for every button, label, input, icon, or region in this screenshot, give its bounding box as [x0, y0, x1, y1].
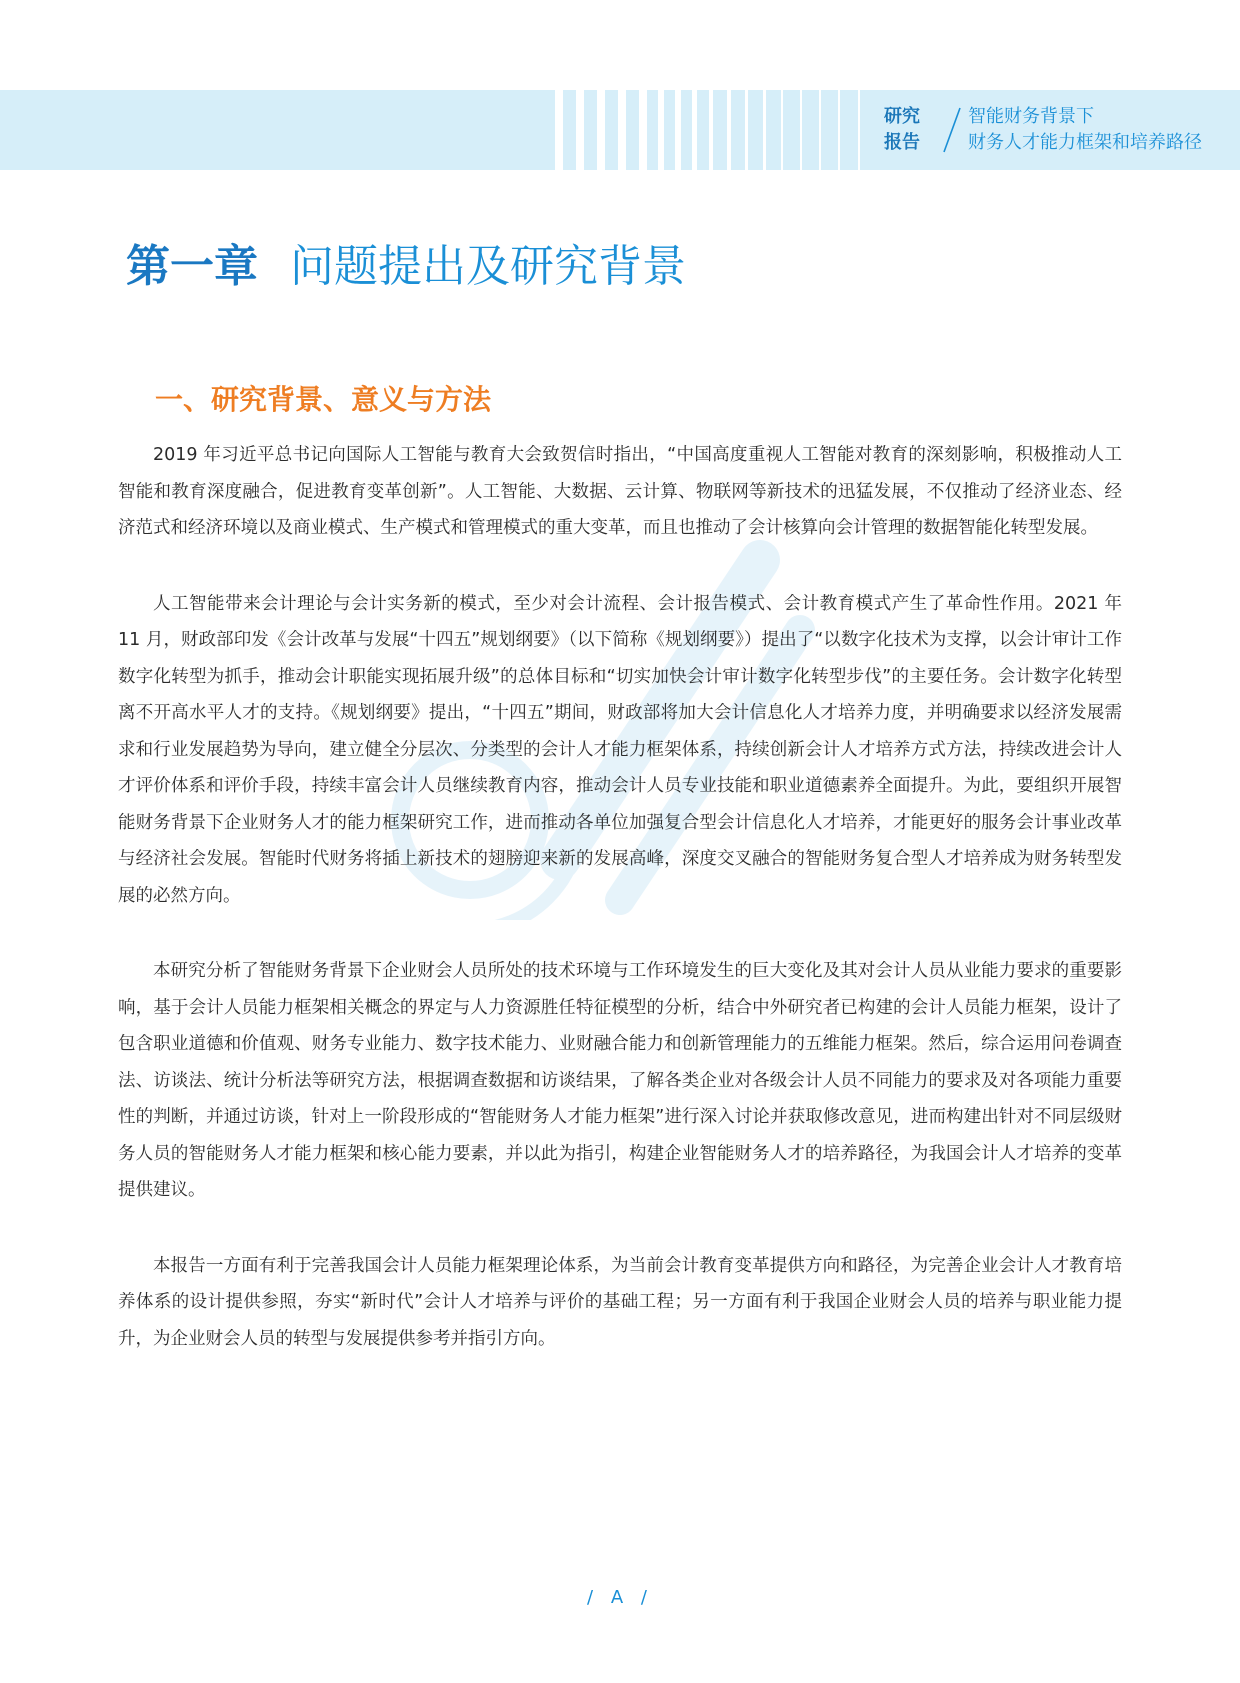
header-divider-slash: [938, 104, 964, 156]
header-title-line1: 智能财务背景下: [968, 106, 1094, 127]
header-title-line2: 财务人才能力框架和培养路径: [968, 132, 1202, 153]
paragraph-4: 本报告一方面有利于完善我国会计人员能力框架理论体系，为当前会计教育变革提供方向和路径，为完善企业会计人才教育培养体系的设计提供参照，夯实“新时代”会计人才培养与评价的基础工程；另一方面有利于我国企业财会人员的培养与职业能力提升，为企业财会人员的转型与发展提供参考并指引方向。: [118, 1255, 1122, 1349]
paragraph-1: 2019 年习近平总书记向国际人工智能与教育大会致贺信时指出，“中国高度重视人工智能对教育的深刻影响，积极推动人工智能和教育深度融合，促进教育变革创新”。人工智能、大数据、云计算、物联网等新技术的迅猛发展，不仅推动了经济业态、经济范式和经济环境以及商业模式、生产模式和管理模式的重大变革，而且也推动了会计核算向会计管理的数据智能化转型发展。: [118, 445, 1122, 538]
chapter-title: 问题提出及研究背景: [290, 241, 686, 292]
chapter-number: 第一章: [126, 241, 258, 292]
header-report-label: [884, 104, 930, 156]
section-heading: 一、研究背景、意义与方法: [155, 383, 492, 416]
paragraph-2: 人工智能带来会计理论与会计实务新的模式，至少对会计流程、会计报告模式、会计教育模式产生了革命性作用。2021 年 11 月，财政部印发《会计改革与发展“十四五”规划纲要》（以下简称《规划纲要》）提出了“以数字化技术为支撑，以会计审计工作数字化转型为抓手，推动会计职能实现拓展升级”的总体目标和“切实加快会计审计数字化转型步伐”的主要任务。会计数字化转型离不开高水平人才的支持。《规划纲要》提出，“十四五”期间，财政部将加大会计信息化人才培养力度，并明确要求以经济发展需求和行业发展趋势为导向，建立健全分层次、分类型的会计人才能力框架体系，持续创新会计人才培养方式方法，持续改进会计人才评价体系和评价手段，持续丰富会计人员继续教育内容，推动会计人员专业技能和职业道德素养全面提升。为此，要组织开展智能财务背景下企业财务人才的能力框架研究工作，进而推动各单位加强复合型会计信息化人才培养，才能更好的服务会计事业改革与经济社会发展。智能时代财务将插上新技术的翅膀迎来新的发展高峰，深度交叉融合的智能财务复合型人才培养成为财务转型发展的必然方向。: [118, 593, 1122, 906]
header-report-title: [968, 104, 1238, 156]
header-label-line2: 报告: [884, 132, 920, 153]
paragraph-3: 本研究分析了智能财务背景下企业财会人员所处的技术环境与工作环境发生的巨大变化及其对会计人员从业能力要求的重要影响，基于会计人员能力框架相关概念的界定与人力资源胜任特征模型的分析，结合中外研究者已构建的会计人员能力框架，设计了包含职业道德和价值观、财务专业能力、数字技术能力、业财融合能力和创新管理能力的五维能力框架。然后，综合运用问卷调查法、访谈法、统计分析法等研究方法，根据调查数据和访谈结果，了解各类企业对各级会计人员不同能力的要求及对各项能力重要性的判断，并通过访谈，针对上一阶段形成的“智能财务人才能力框架”进行深入讨论并获取修改意见，进而构建出针对不同层级财务人员的智能财务人才能力框架和核心能力要素，并以此为指引，构建企业智能财务人才的培养路径，为我国会计人才培养的变革提供建议。: [118, 961, 1122, 1200]
chapter-heading: [126, 232, 686, 302]
page-number: / A /: [587, 1587, 653, 1608]
body-text: [118, 437, 1122, 1396]
header-stripes: [555, 90, 875, 170]
header-label-line1: 研究: [884, 106, 920, 127]
